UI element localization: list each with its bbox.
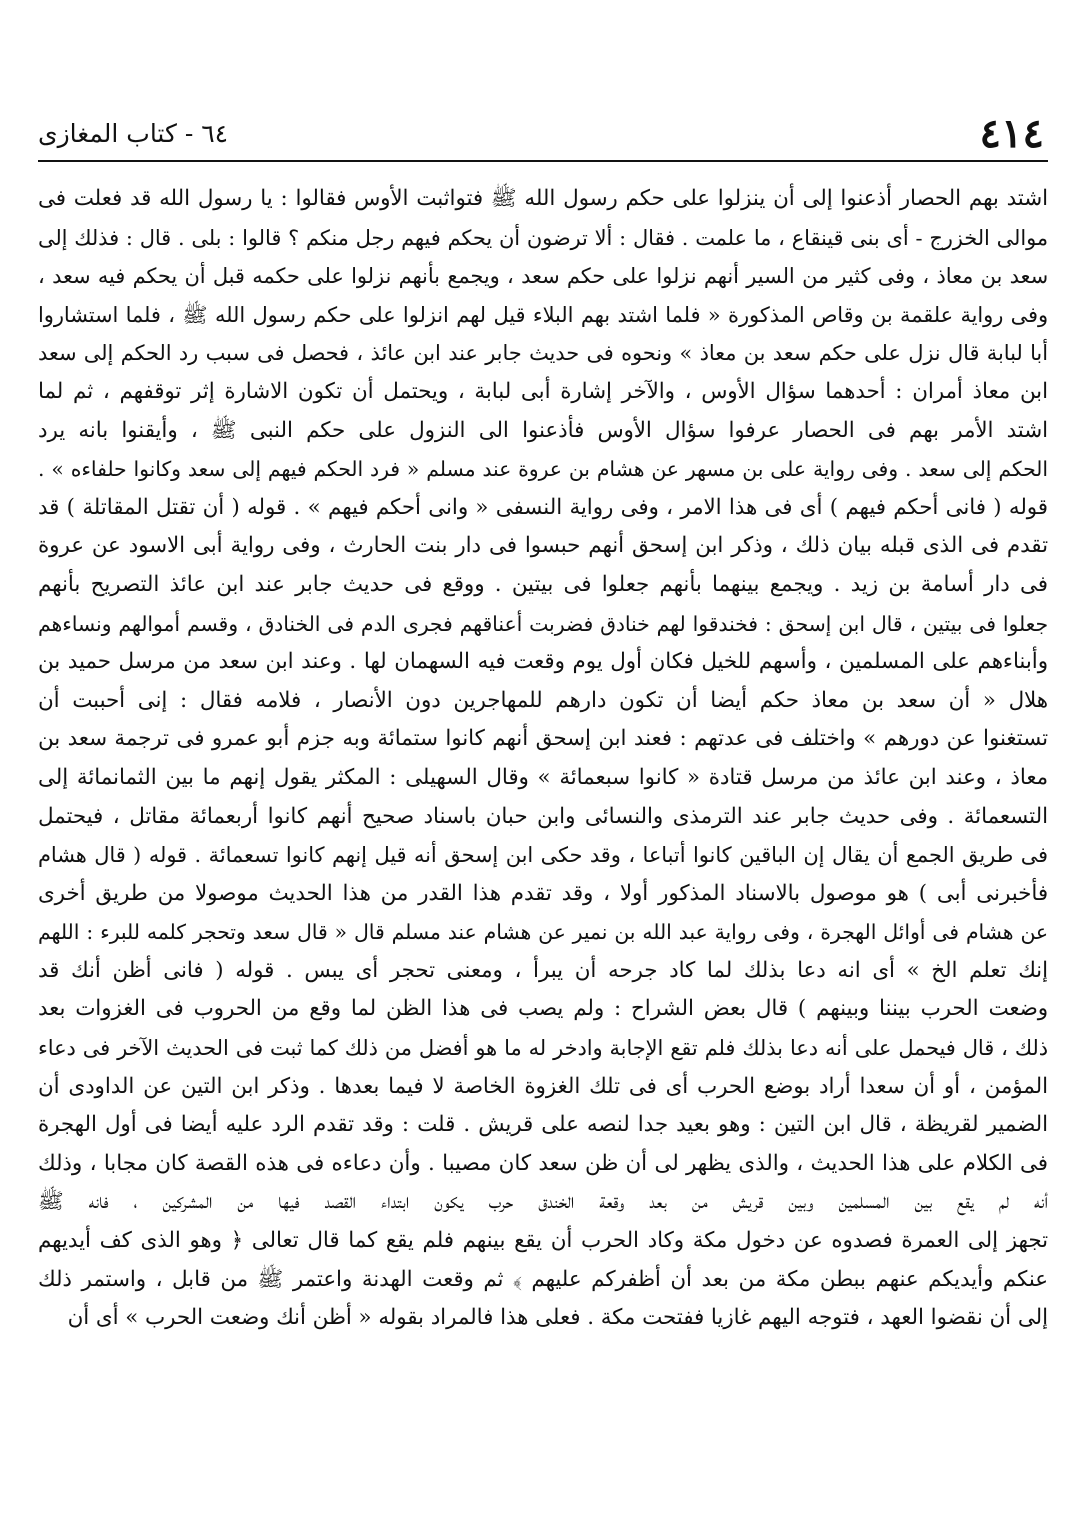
text-line: أنه لم يقع بين المسلمين وبين قريش من بعد وقعة الخندق حرب يكون ابتداء القصد فيها من المشركين ، فانه ﷺ (38, 1189, 1048, 1215)
text-line: وأبناءهم على المسلمين ، وأسهم للخيل فكان أول يوم وقعت فيه السهمان لها . وعند ابن سعد من مرسل حميد بن (38, 649, 1048, 675)
text-line: سعد بن معاذ ، وفى كثير من السير أنهم نزلوا على حكم سعد ، ويجمع بأنهم نزلوا على حكمه قبل أن يحكم فيه سعد ، (38, 264, 1048, 289)
text-line: الضمير لقريظة ، قال ابن التين : وهو بعيد جدا لنصه على قريش . قلت : وقد تقدم الرد عليه أيضا فى أول الهجرة (38, 1112, 1048, 1138)
text-line: وضعت الحرب بيننا وبينهم ) قال بعض الشراح : ولم يصب فى هذا الظن لما وقع من الحروب فى الغزوات بعد (38, 996, 1048, 1022)
text-line: فى الكلام على هذا الحديث ، والذى يظهر لى أن ظن سعد كان مصيبا . وأن دعاءه فى هذه القصة كان مجابا ، وذلك (38, 1150, 1048, 1176)
text-line: معاذ ، وعند ابن عائذ من مرسل قتادة « كانوا سبعمائة » وقال السهيلى : المكثر يقول إنهم ما بين الثمانمائة إلى (38, 764, 1048, 790)
text-line: أبا لبابة قال نزل على حكم سعد بن معاذ » ونحوه فى حديث جابر عند ابن عائذ ، فحصل فى سبب رد الحكم إلى سعد (38, 341, 1048, 366)
page-header (38, 110, 1044, 158)
text-line: تستغنوا عن دورهم » واختلف فى عدتهم : فعند ابن إسحق أنهم كانوا ستمائة وبه جزم أبو عمرو فى ترجمة سعد بن (38, 726, 1048, 752)
text-line: تجهز إلى العمرة فصدوه عن دخول مكة وكاد الحرب أن يقع بينهم فلم يقع كما قال تعالى ﴿ وهو الذى كف أيديهم (38, 1228, 1048, 1254)
text-line: هلال « أن سعد بن معاذ حكم أيضا أن تكون دارهم للمهاجرين دون الأنصار ، فلامه فقال : إنى أحببت أن (38, 687, 1048, 713)
text-line: قوله ( فانى أحكم فيهم ) أى فى هذا الامر ، وفى رواية النسفى « وانى أحكم فيهم » . قوله ( أن تقتل المقاتلة ) قد (38, 494, 1048, 520)
text-line: إنك تعلم الخ » أى انه دعا بذلك لما كاد جرحه أن يبرأ ، ومعنى تحجر أى يبس . قوله ( فانى أظن أنك قد (38, 957, 1048, 983)
page-number: ٤١٤ (979, 110, 1044, 157)
text-line: وفى رواية علقمة بن وقاص المذكورة « فلما اشتد بهم البلاء قيل لهم انزلوا على حكم رسول الله ﷺ ، فلما استشاروا (38, 302, 1048, 327)
text-line: فى طريق الجمع أن يقال إن الباقين كانوا أتباعا ، وقد حكى ابن إسحق أنه قيل إنهم كانوا تسعمائة . قوله ( قال هشام (38, 843, 1048, 868)
text-line: التسعمائة . وفى حديث جابر عند الترمذى والنسائى وابن حبان باسناد صحيح أنهم كانوا أربعمائة مقاتل ، فيحتمل (38, 803, 1048, 829)
text-line: الحكم إلى سعد . وفى رواية على بن مسهر عن هشام بن عروة عند مسلم « فرد الحكم فيهم إلى سعد وكانوا حلفاءه » . (38, 457, 1048, 482)
text-line: موالى الخزرج - أى بنى قينقاع ، ما علمت . فقال : ألا ترضون أن يحكم فيهم رجل منكم ؟ قالوا : بلى . قال : فذلك إلى (38, 225, 1048, 250)
text-line: إلى أن نقضوا العهد ، فتوجه اليهم غازيا ففتحت مكة . فعلى هذا فالمراد بقوله « أظن أنك وضعت الحرب » أى أن (67, 1305, 1048, 1331)
body-text (38, 180, 1048, 1338)
text-line: اشتد بهم الحصار أذعنوا إلى أن ينزلوا على حكم رسول الله ﷺ فتواثبت الأوس فقالوا : يا رسول الله قد فعلت فى (38, 186, 1048, 211)
text-line: عن هشام فى أوائل الهجرة ، وفى رواية عبد الله بن نمير عن هشام عند مسلم قال « قال سعد وتحجر كلمه للبرء : اللهم (38, 920, 1048, 945)
text-line: ابن معاذ أمران : أحدهما سؤال الأوس ، والآخر إشارة أبى لبابة ، ويحتمل أن تكون الاشارة إثر توقفهم ، ثم لما (38, 378, 1048, 404)
text-line: عنكم وأيديكم عنهم ببطن مكة من بعد أن أظفركم عليهم ﴾ ثم وقعت الهدنة واعتمر ﷺ من قابل ، واستمر ذلك (38, 1266, 1048, 1292)
text-line: المؤمن ، أو أن سعدا أراد بوضع الحرب أى فى تلك الغزوة الخاصة لا فيما بعدها . وذكر ابن التين عن الداودى أن (38, 1073, 1048, 1099)
text-line: تقدم فى الذى قبله بيان ذلك ، وذكر ابن إسحق أنهم حبسوا فى دار بنت الحارث ، وفى رواية أبى الاسود عن عروة (38, 533, 1048, 559)
text-line: فأخبرنى أبى ) هو موصول بالاسناد المذكور أولا ، وقد تقدم هذا القدر من هذا الحديث موصولا من طريق أخرى (38, 880, 1048, 906)
chapter-title: ٦٤ - كتاب المغازى (38, 119, 229, 148)
text-line: اشتد الأمر بهم فى الحصار عرفوا سؤال الأوس فأذعنوا الى النزول على حكم النبى ﷺ ، وأيقنوا بانه يرد (38, 417, 1048, 443)
text-line: فى دار أسامة بن زيد . ويجمع بينهما بأنهم جعلوا فى بيتين . ووقع فى حديث جابر عند ابن عائذ التصريح بأنهم (38, 571, 1048, 597)
text-line: جعلوا فى بيتين ، قال ابن إسحق : فخندقوا لهم خنادق فضربت أعناقهم فجرى الدم فى الخنادق ، وقسم أموالهم ونساءهم (38, 611, 1048, 636)
text-line: ذلك ، قال فيحمل على أنه دعا بذلك فلم تقع الإجابة وادخر له ما هو أفضل من ذلك كما ثبت فى الحديث الآخر فى دعاء (38, 1036, 1048, 1061)
header-rule (38, 160, 1048, 162)
